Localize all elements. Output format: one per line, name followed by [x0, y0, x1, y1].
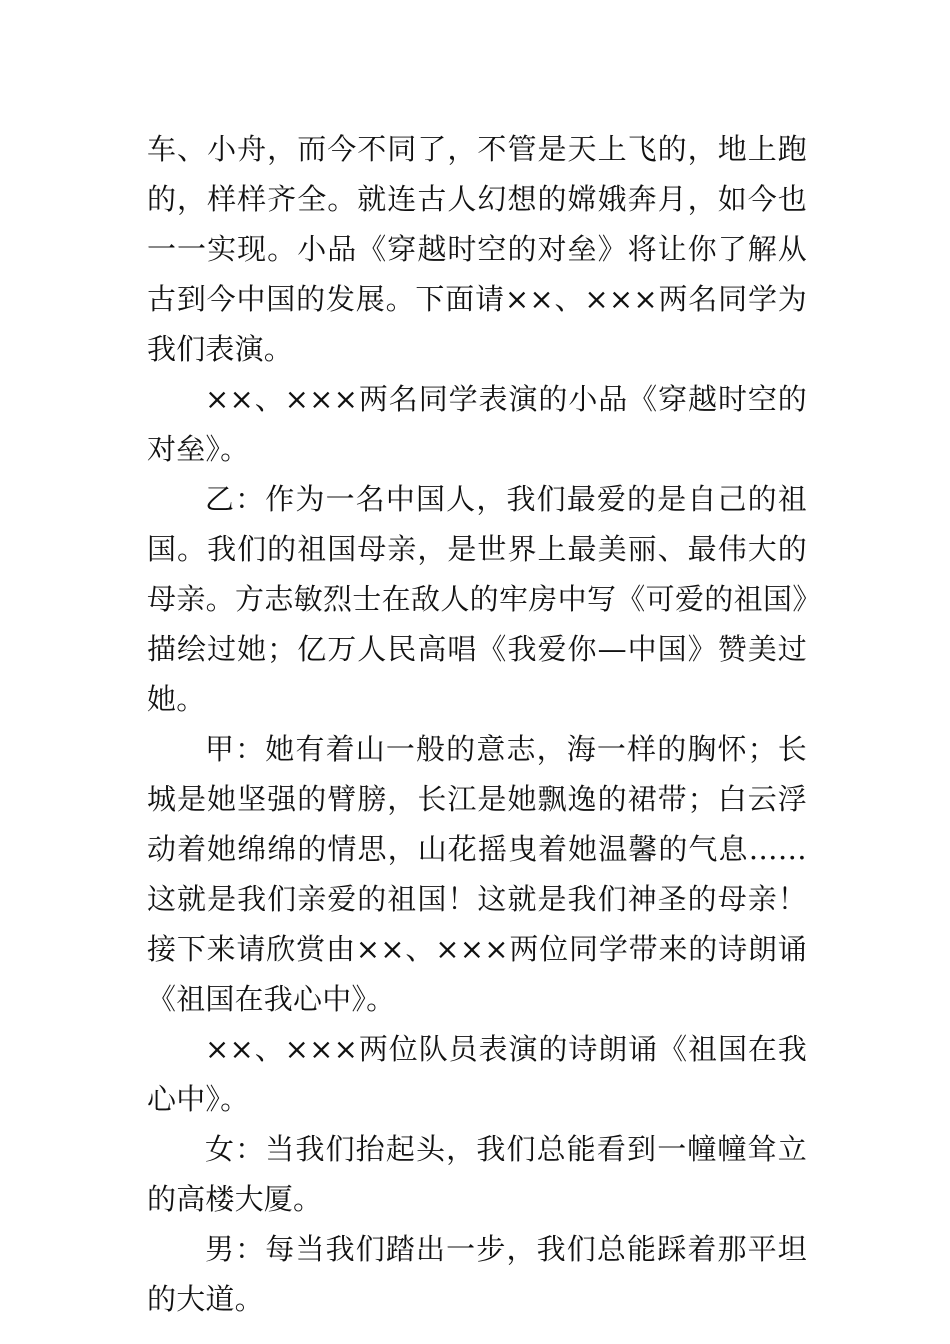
document-body [147, 124, 807, 1324]
paragraph-3: 乙：作为一名中国人，我们最爱的是自己的祖国。我们的祖国母亲，是世界上最美丽、最伟大的母亲。方志敏烈士在敌人的牢房中写《可爱的祖国》描绘过她；亿万人民高唱《我爱你—中国》赞美过她。 [147, 482, 807, 716]
paragraph-5: ××、×××两位队员表演的诗朗诵《祖国在我心中》。 [147, 1032, 807, 1116]
paragraph-7: 男：每当我们踏出一步，我们总能踩着那平坦的大道。 [147, 1232, 807, 1316]
paragraph-2: ××、×××两名同学表演的小品《穿越时空的对垒》。 [147, 382, 807, 466]
paragraph-6: 女：当我们抬起头，我们总能看到一幢幢耸立的高楼大厦。 [147, 1132, 807, 1216]
paragraph-4: 甲：她有着山一般的意志，海一样的胸怀；长城是她坚强的臂膀，长江是她飘逸的裙带；白云浮动着她绵绵的情思，山花摇曳着她温馨的气息……这就是我们亲爱的祖国！这就是我们神圣的母亲！接下来请欣赏由××、×××两位同学带来的诗朗诵《祖国在我心中》。 [147, 732, 807, 1016]
paragraph-1: 车、小舟，而今不同了，不管是天上飞的，地上跑的，样样齐全。就连古人幻想的嫦娥奔月，如今也一一实现。小品《穿越时空的对垒》将让你了解从古到今中国的发展。下面请××、×××两名同学为我们表演。 [147, 132, 807, 366]
